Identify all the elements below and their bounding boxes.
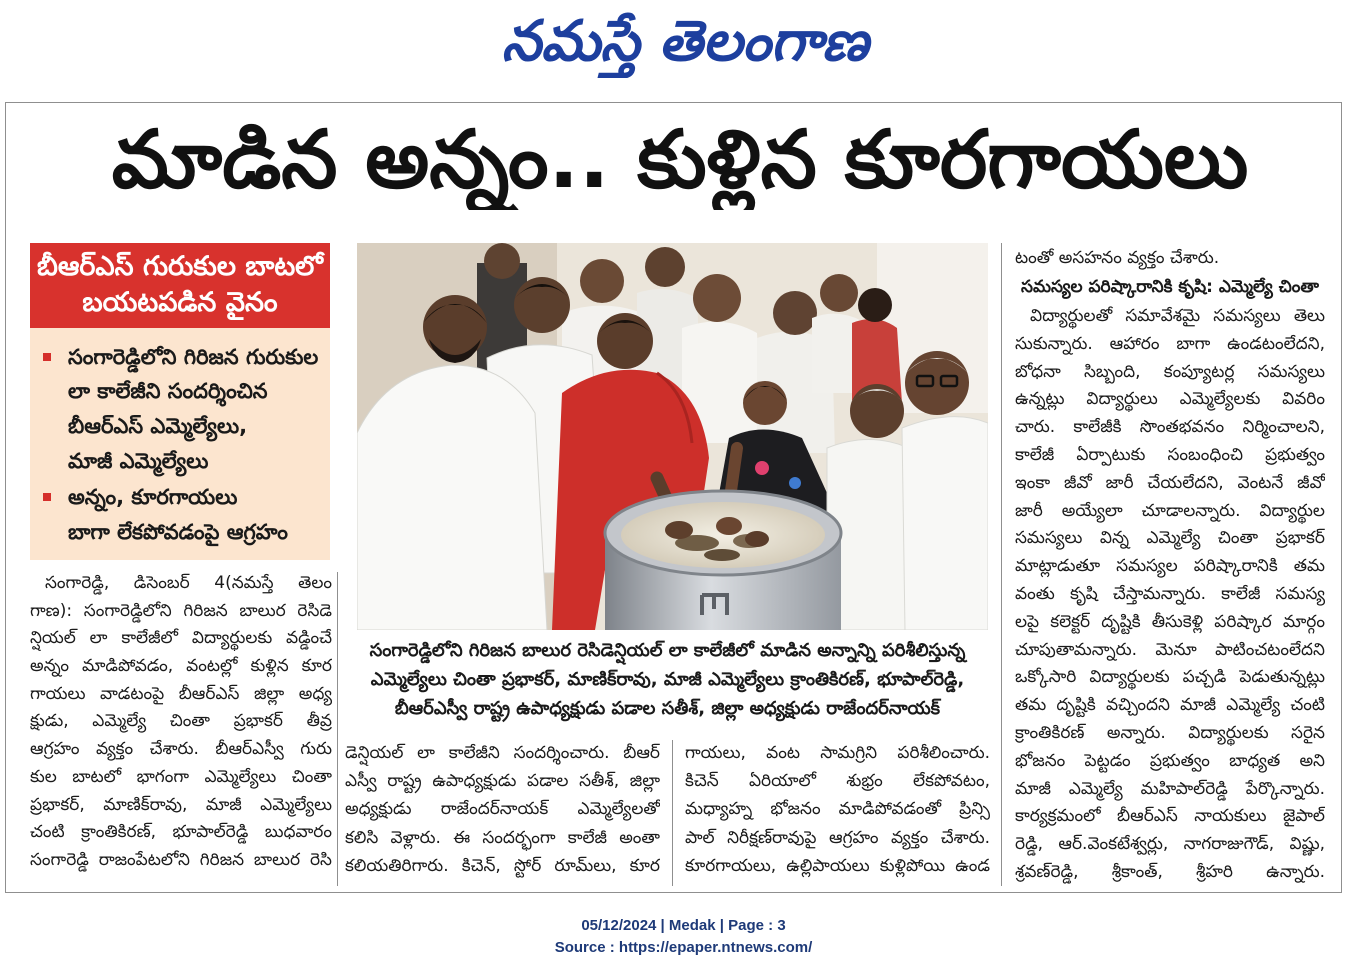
- article-line: అన్నం మాడిపోవడం, వంటల్లో కుళ్లిన కూర: [30, 656, 332, 677]
- bullet-square-icon: [43, 493, 51, 501]
- highlight-line: సంగారెడ్డిలోని గిరిజన గురుకుల: [68, 345, 319, 369]
- article-line: కిచెన్ ఏరియాలో శుభ్రం లేకపోవటం,: [685, 771, 990, 792]
- highlight-line: అన్నం, కూరగాయలు: [68, 485, 238, 509]
- article-line: కూరగాయలు, ఉల్లిపాయలు కుళ్లిపోయి ఉండ: [685, 855, 990, 876]
- article-column-3: [685, 739, 990, 880]
- article-line: కుల బాటలో భాగంగా ఎమ్మెల్యేలు చింతా: [30, 766, 332, 787]
- source-info: Source : https://epaper.ntnews.com/: [554, 939, 813, 956]
- article-line: టంతో అసహనం వ్యక్తం చేశారు.: [1015, 248, 1220, 268]
- article-line: చూపుతామన్నారు. మెనూ పాటించటంలేదని: [1015, 639, 1325, 660]
- article-line: విద్యార్థులతో సమావేశమై సమస్యలు తెలు: [1030, 306, 1325, 326]
- article-line: ఒక్కోసారి విద్యార్థులకు పచ్చడి పెడుతున్నట్లు: [1015, 667, 1325, 688]
- article-line: ఆగ్రహం వ్యక్తం చేశారు. బీఆర్ఎస్వీ గురు: [30, 739, 332, 760]
- article-line: అధ్యక్షుడు రాజేందర్‌నాయక్ ఎమ్మెల్యేలతో: [345, 799, 660, 820]
- article-line: ఉన్నట్లు విద్యార్థులు ఎమ్మెల్యేలకు వివరిం: [1015, 389, 1325, 410]
- article-line: సంగారెడ్డి, డిసెంబర్ 4(నమస్తే తెలం: [45, 573, 332, 593]
- highlights-box: [30, 328, 330, 560]
- newspaper-masthead: నమస్తే తెలంగాణ: [501, 9, 869, 74]
- article-line: సంగారెడ్డి రాజంపేటలోని గిరిజన బాలుర రెసి: [30, 849, 332, 870]
- caption-line: బీఆర్ఎస్వీ రాష్ట్ర ఉపాధ్యక్షుడు పడాల సతీశ్, జిల్లా అధ్యక్షుడు రాజేందర్‌నాయక్: [394, 698, 941, 719]
- article-line: జారీ అయ్యేలా చూడాలన్నారు. విద్యార్థుల: [1015, 500, 1325, 521]
- news-photo: [357, 243, 988, 630]
- article-line: చారు. కాలేజీకి సొంతభవనం నిర్మించాలని,: [1015, 417, 1325, 438]
- article-line: మాట్లాడుతూ సమస్యల పరిష్కారానికి తమ: [1015, 556, 1325, 577]
- highlight-line: బాగా లేకపోవడంపై ఆగ్రహం: [68, 520, 288, 544]
- kicker-line: బయటపడిన వైనం: [82, 287, 278, 318]
- article-line: చంటి క్రాంతికిరణ్, భూపాల్‌రెడ్డి బుధవారం: [30, 822, 332, 843]
- burnt-rice-patch: [704, 549, 740, 561]
- article-line: గాణ): సంగారెడ్డిలోని గిరిజన బాలుర రెసిడె: [30, 600, 332, 621]
- news-photo-illustration: [357, 243, 988, 630]
- article-line: తమ దృష్టికి వచ్చిందని మాజీ ఎమ్మెల్యే చంటి: [1015, 695, 1325, 716]
- edition-info: 05/12/2024 | Medak | Page : 3: [581, 917, 786, 934]
- article-column-4: [1015, 303, 1325, 887]
- article-line: మధ్యాహ్న భోజనం మాడిపోవడంతో ప్రిన్సి: [685, 799, 990, 820]
- article-line: పాల్ నిరీక్షణ్‌రావుపై ఆగ్రహం వ్యక్తం చేశారు.: [685, 827, 990, 848]
- article-line: న్షియల్ లా కాలేజీలో విద్యార్థులకు వడ్డించే: [30, 628, 332, 649]
- article-line: శ్రవణ్‌రెడ్డి, శ్రీకాంత్, శ్రీహరి ఉన్నారు.: [1015, 861, 1325, 882]
- article-line: రెడ్డి, ఆర్.వెంకటేశ్వర్లు, నాగరాజుగౌడ్, విష్ణు,: [1015, 834, 1325, 855]
- article-line: కలిసి వెళ్లారు. ఈ సందర్భంగా కాలేజీ అంతా: [345, 827, 660, 848]
- column-divider: [1001, 243, 1002, 886]
- photo-caption: [340, 636, 995, 723]
- article-line: భోజనం పెట్టడం ప్రభుత్వం బాధ్యత అని: [1015, 750, 1325, 771]
- article-line: ఎస్వీ రాష్ట్ర ఉపాధ్యక్షుడు పడాల సతీశ్, జిల్లా: [345, 771, 660, 792]
- bullet-square-icon: [43, 353, 51, 361]
- column-divider: [337, 572, 338, 886]
- kicker-box: [30, 243, 330, 328]
- article-line: క్షుడు, ఎమ్మెల్యే చింతా ప్రభాకర్ తీవ్ర: [30, 711, 332, 732]
- article-line: కాలేజీ ఏర్పాటుకు సంబంధించి ప్రభుత్వం: [1015, 444, 1325, 465]
- article-line: లపై కలెక్టర్ దృష్టికి తీసుకెళ్లి పరిష్కార మార్గం: [1015, 611, 1325, 632]
- kicker-line: బీఆర్ఎస్ గురుకుల బాటలో: [37, 251, 323, 282]
- article-line: క్రాంతికిరణ్ అన్నారు. విద్యార్థులకు సరైన: [1015, 722, 1325, 743]
- article-line: గాయలు వాడటంపై బీఆర్ఎస్ జిల్లా అధ్య: [30, 683, 332, 704]
- article-subhead: సమస్యల పరిష్కారానికి కృషి: ఎమ్మెల్యే చింతా: [1021, 277, 1319, 297]
- article-line: కార్యక్రమంలో బీఆర్ఎస్ నాయకులు జైపాల్: [1015, 806, 1325, 827]
- article-line: ప్రభాకర్, మాణిక్‌రావు, మాజీ ఎమ్మెల్యేలు: [30, 794, 332, 815]
- caption-line: సంగారెడ్డిలోని గిరిజన బాలుర రెసిడెన్షియల్ లా కాలేజీలో మాడిన అన్నాన్ని పరిశీలిస్తున్న: [369, 640, 966, 661]
- highlight-line: బీఆర్ఎస్ ఎమ్మెల్యేలు,: [68, 414, 248, 438]
- article-line: బోధనా సిబ్బంది, కంప్యూటర్ల సమస్యలు: [1015, 361, 1325, 382]
- article-line: డెన్షియల్ లా కాలేజీని సందర్శించారు. బీఆర్: [345, 743, 660, 763]
- article-column-2: [345, 739, 660, 880]
- highlight-line: లా కాలేజీని సందర్శించిన: [68, 379, 268, 403]
- article-line: మాజీ ఎమ్మెల్యే మహిపాల్‌రెడ్డి పేర్కొన్నారు.: [1015, 778, 1325, 799]
- article-line: సమస్యలు విన్న ఎమ్మెల్యే చింతా ప్రభాకర్: [1015, 528, 1325, 549]
- article-line: గాయలు, వంట సామగ్రిని పరిశీలించారు.: [685, 743, 990, 763]
- article-line: ఇంకా జీవో జారీ చేయలేదని, వెంటనే జీవో: [1015, 472, 1325, 493]
- article-line: వంతు కృషి చేస్తామన్నారు. కాలేజీ సమస్య: [1015, 583, 1325, 604]
- column-divider: [672, 740, 673, 886]
- highlight-line: మాజీ ఎమ్మెల్యేలు: [68, 449, 209, 473]
- article-line: కలియతిరిగారు. కిచెన్, స్టోర్ రూమ్‌లు, కూర: [345, 855, 660, 876]
- article-column-1: [30, 570, 332, 875]
- article-line: సుకున్నారు. ఆహారం బాగా ఉండటంలేదని,: [1015, 333, 1325, 354]
- caption-line: ఎమ్మెల్యేలు చింతా ప్రభాకర్, మాణిక్‌రావు, మాజీ ఎమ్మెల్యేలు క్రాంతికిరణ్, భూపాల్‌రెడ్డి,: [370, 669, 965, 690]
- article-headline: మాడిన అన్నం.. కుళ్లిన కూరగాయలు: [111, 113, 1249, 206]
- cooking-pot: [605, 491, 841, 630]
